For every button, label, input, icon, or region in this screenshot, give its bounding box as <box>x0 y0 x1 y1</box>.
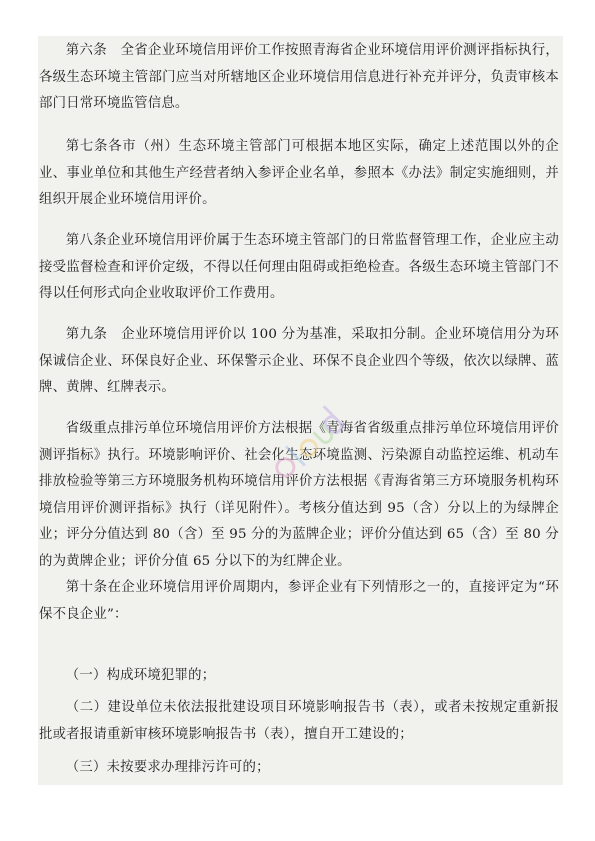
list-item-3: （三）未按要求办理排污许可的； <box>65 760 270 775</box>
scoring-method-paragraph: 省级重点排污单位环境信用评价方法根据《青海省省级重点排污单位环境信用评价测评指标》执行。环境影响评价、社会化生态环境监测、污染源自动监控运维、机动车排放检验等第三方环境服务机构环境信用评价方法根据《青海省第三方环境服务机构环境信用评价测评指标》执行（详见附件）。考核分值达到 95（含）分以上的为绿牌企业；评分分值达到 80（含）至 95 分的为蓝牌企业；评价分值达到 65（含）至 80 分的为黄牌企业；评价分值 65 分以下的为红牌企业。 <box>39 421 559 569</box>
list-item-1: （一）构成环境犯罪的； <box>65 668 216 683</box>
list-item-2: （二）建设单位未依法报批建设项目环境影响报告书（表），或者未按规定重新报批或者报请重新审核环境影响报告书（表），擅自开工建设的； <box>39 700 559 742</box>
article-8-paragraph: 第八条企业环境信用评价属于生态环境主管部门的日常监督管理工作，企业应主动接受监督检查和评价定级，不得以任何理由阻碍或拒绝检查。各级生态环境主管部门不得以任何形式向企业收取评价工作费用。 <box>39 233 559 301</box>
article-9-paragraph: 第九条 企业环境信用评价以 100 分为基准，采取扣分制。企业环境信用分为环保诚信企业、环保良好企业、环保警示企业、环保不良企业四个等级，依次以绿牌、蓝牌、黄牌、红牌表示。 <box>39 327 559 395</box>
article-7-paragraph: 第七条各市（州）生态环境主管部门可根据本地区实际，确定上述范围以外的企业、事业单位和其他生产经营者纳入参评企业名单，参照本《办法》制定实施细则，并组织开展企业环境信用评价。 <box>39 139 559 207</box>
article-10-paragraph: 第十条在企业环境信用评价周期内，参评企业有下列情形之一的，直接评定为“环保不良企业”： <box>39 580 559 622</box>
article-6-paragraph: 第六条 全省企业环境信用评价工作按照青海省企业环境信用评价测评指标执行，各级生态环境主管部门应当对所辖地区企业环境信用信息进行补充并评分，负责审核本部门日常环境监管信息。 <box>39 43 559 111</box>
